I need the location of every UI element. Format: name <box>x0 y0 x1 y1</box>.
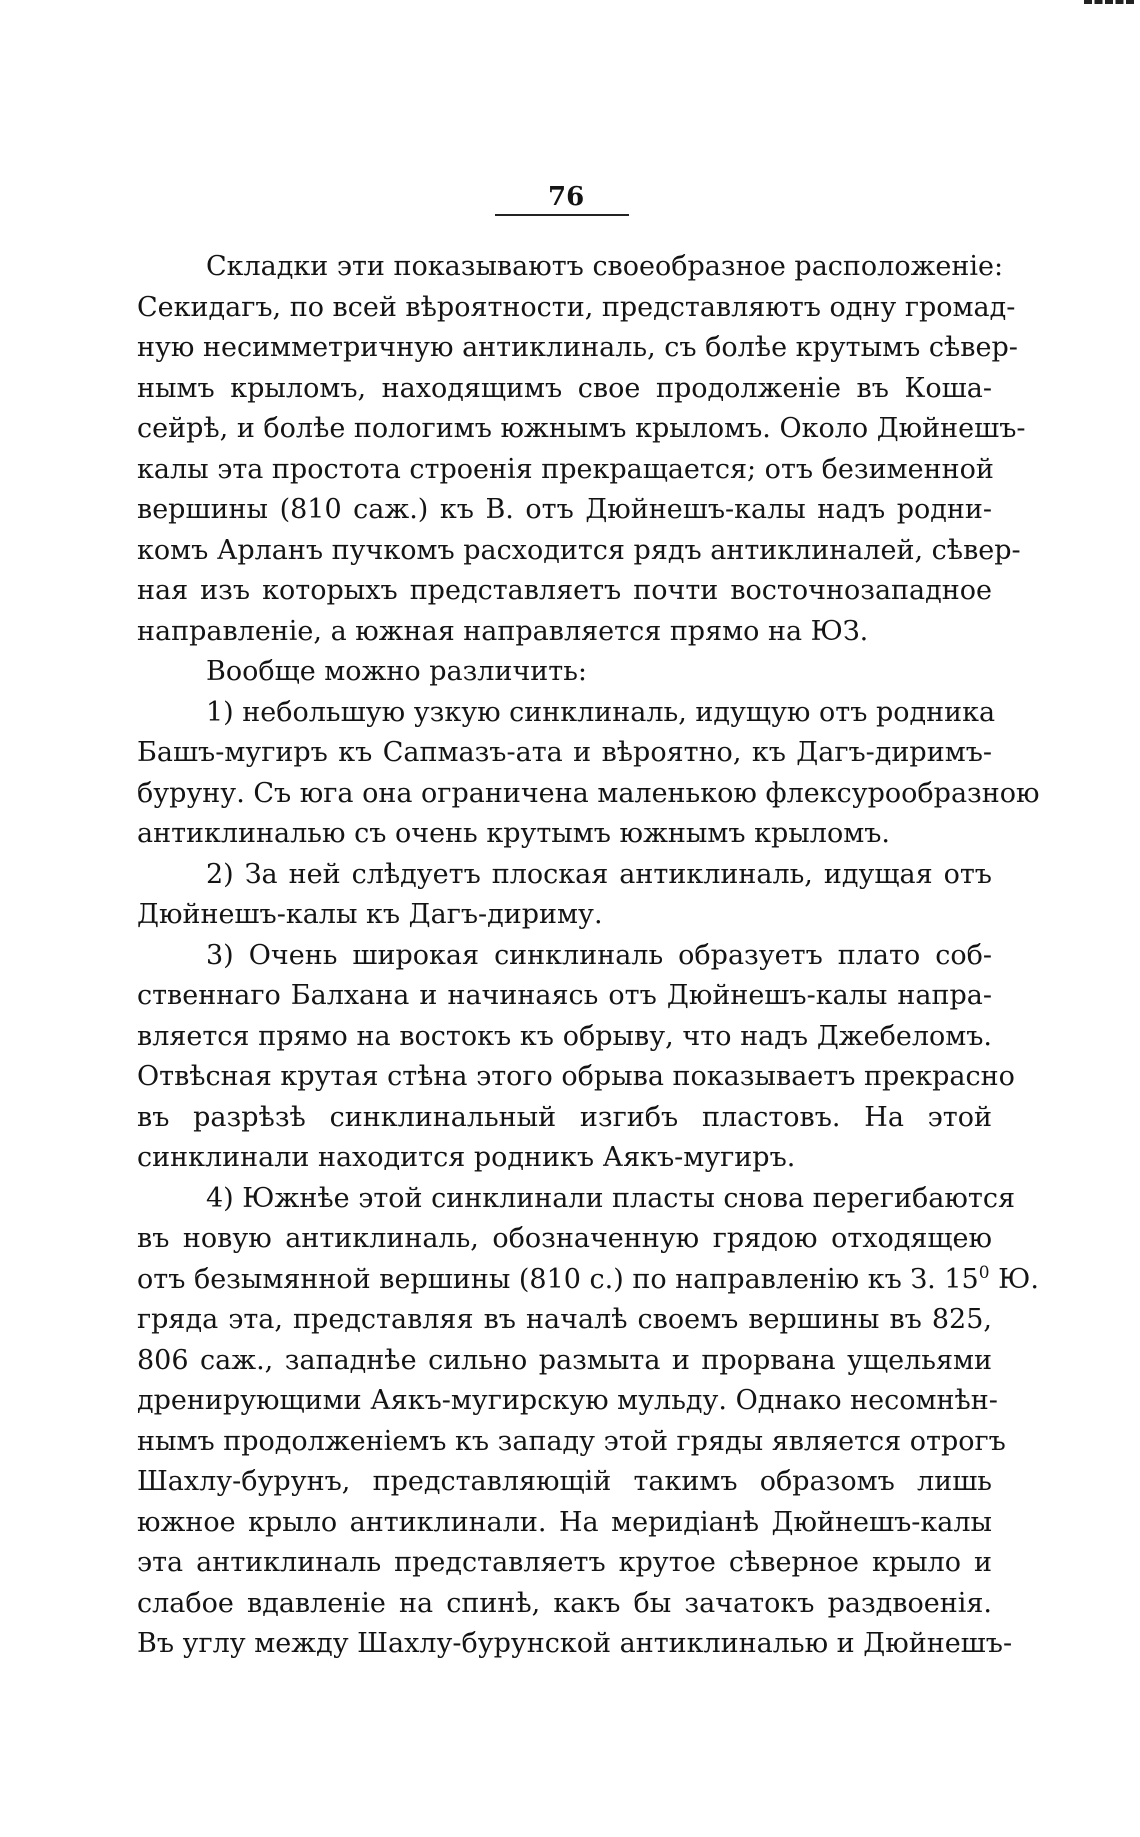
text-line: Въ углу между Шахлу-бурунской антиклиналью и Дюйнешъ- <box>137 1628 1013 1659</box>
text-line: Дюйнешъ-калы къ Дагъ-дириму. <box>137 899 603 930</box>
text-line: антиклиналью съ очень крутымъ южнымъ крыломъ. <box>137 818 890 849</box>
text-line: Шахлу-бурунъ, представляющiй такимъ образомъ лишь <box>137 1466 992 1497</box>
text-line: синклинали находится родникъ Аякъ-мугиръ. <box>137 1142 796 1173</box>
text-fragment: Ю. <box>989 1263 1039 1295</box>
text-line: 806 саж., западнѣе сильно размыта и прорвана ущельями <box>137 1344 992 1376</box>
text-line: комъ Арланъ пучкомъ расходится рядъ антиклиналей, сѣвер- <box>137 534 1021 566</box>
text-line: вляется прямо на востокъ къ обрыву, что надъ Джебеломъ. <box>137 1020 992 1052</box>
text-line: дренирующими Аякъ-мугирскую мульду. Однако несомнѣн- <box>137 1385 998 1416</box>
text-line: 2) За ней слѣдуетъ плоская антиклиналь, идущая отъ <box>206 858 992 890</box>
text-line: въ разрѣзѣ синклинальный изгибъ пластовъ. На этой <box>137 1101 992 1133</box>
text-line: нымъ продолженiемъ къ западу этой гряды является отрогъ <box>137 1425 1006 1457</box>
body-text <box>137 247 1040 1665</box>
page-number: 76 <box>548 182 585 212</box>
scan-edge-mark <box>1084 0 1134 11</box>
text-line: буруну. Съ юга она ограничена маленькою флексурообразною <box>137 777 1040 809</box>
text-line: калы эта простота строенiя прекращается; отъ безименной <box>137 453 994 485</box>
text-line: 3) Очень широкая синклиналь образуетъ плато соб- <box>206 939 992 971</box>
text-line: Вообще можно различить: <box>206 656 588 687</box>
text-line: гряда эта, представляя въ началѣ своемъ вершины въ 825, <box>137 1304 992 1335</box>
text-line: вершины (810 саж.) къ В. отъ Дюйнешъ-калы надъ родни- <box>137 494 992 525</box>
text-line: нымъ крыломъ, находящимъ свое продолженiе въ Коша- <box>137 372 992 404</box>
degree-superscript: 0 <box>978 1262 990 1283</box>
text-line: ная изъ которыхъ представляетъ почти восточнозападное <box>137 575 992 606</box>
text-line: ственнаго Балхана и начинаясь отъ Дюйнешъ-калы напра- <box>137 980 992 1011</box>
page-number-rule <box>495 214 629 216</box>
text-line: сейрѣ, и болѣе пологимъ южнымъ крыломъ. Около Дюйнешъ- <box>137 413 1026 444</box>
text-line: эта антиклиналь представляетъ крутое сѣверное крыло и <box>137 1547 992 1578</box>
text-line: южное крыло антиклинали. На меридiанѣ Дюйнешъ-калы <box>137 1506 992 1538</box>
text-line: слабое вдавленiе на спинѣ, какъ бы зачатокъ раздвоенiя. <box>137 1587 992 1619</box>
text-line: 4) Южнѣе этой синклинали пласты снова перегибаются <box>206 1182 1015 1214</box>
text-line: ную несимметричную антиклиналь, съ болѣе крутымъ сѣвер- <box>137 332 1018 363</box>
text-line: направленiе, а южная направляется прямо на ЮЗ. <box>137 615 869 647</box>
text-line: Секидагъ, по всей вѣроятности, представляютъ одну громад- <box>137 291 1016 323</box>
text-line: Складки эти показываютъ своеобразное расположенiе: <box>206 251 1004 282</box>
text-line: въ новую антиклиналь, обозначенную грядою отходящею <box>137 1223 992 1254</box>
text-line <box>137 1260 1039 1301</box>
text-fragment: отъ безымянной вершины (810 с.) по направленiю къ З. 15 <box>137 1263 979 1295</box>
text-line: Отвѣсная крутая стѣна этого обрыва показываетъ прекрасно <box>137 1061 1015 1092</box>
text-line: Башъ-мугиръ къ Сапмазъ-ата и вѣроятно, къ Дагъ-диримъ- <box>137 737 992 768</box>
text-line: 1) небольшую узкую синклиналь, идущую отъ родника <box>206 696 996 728</box>
